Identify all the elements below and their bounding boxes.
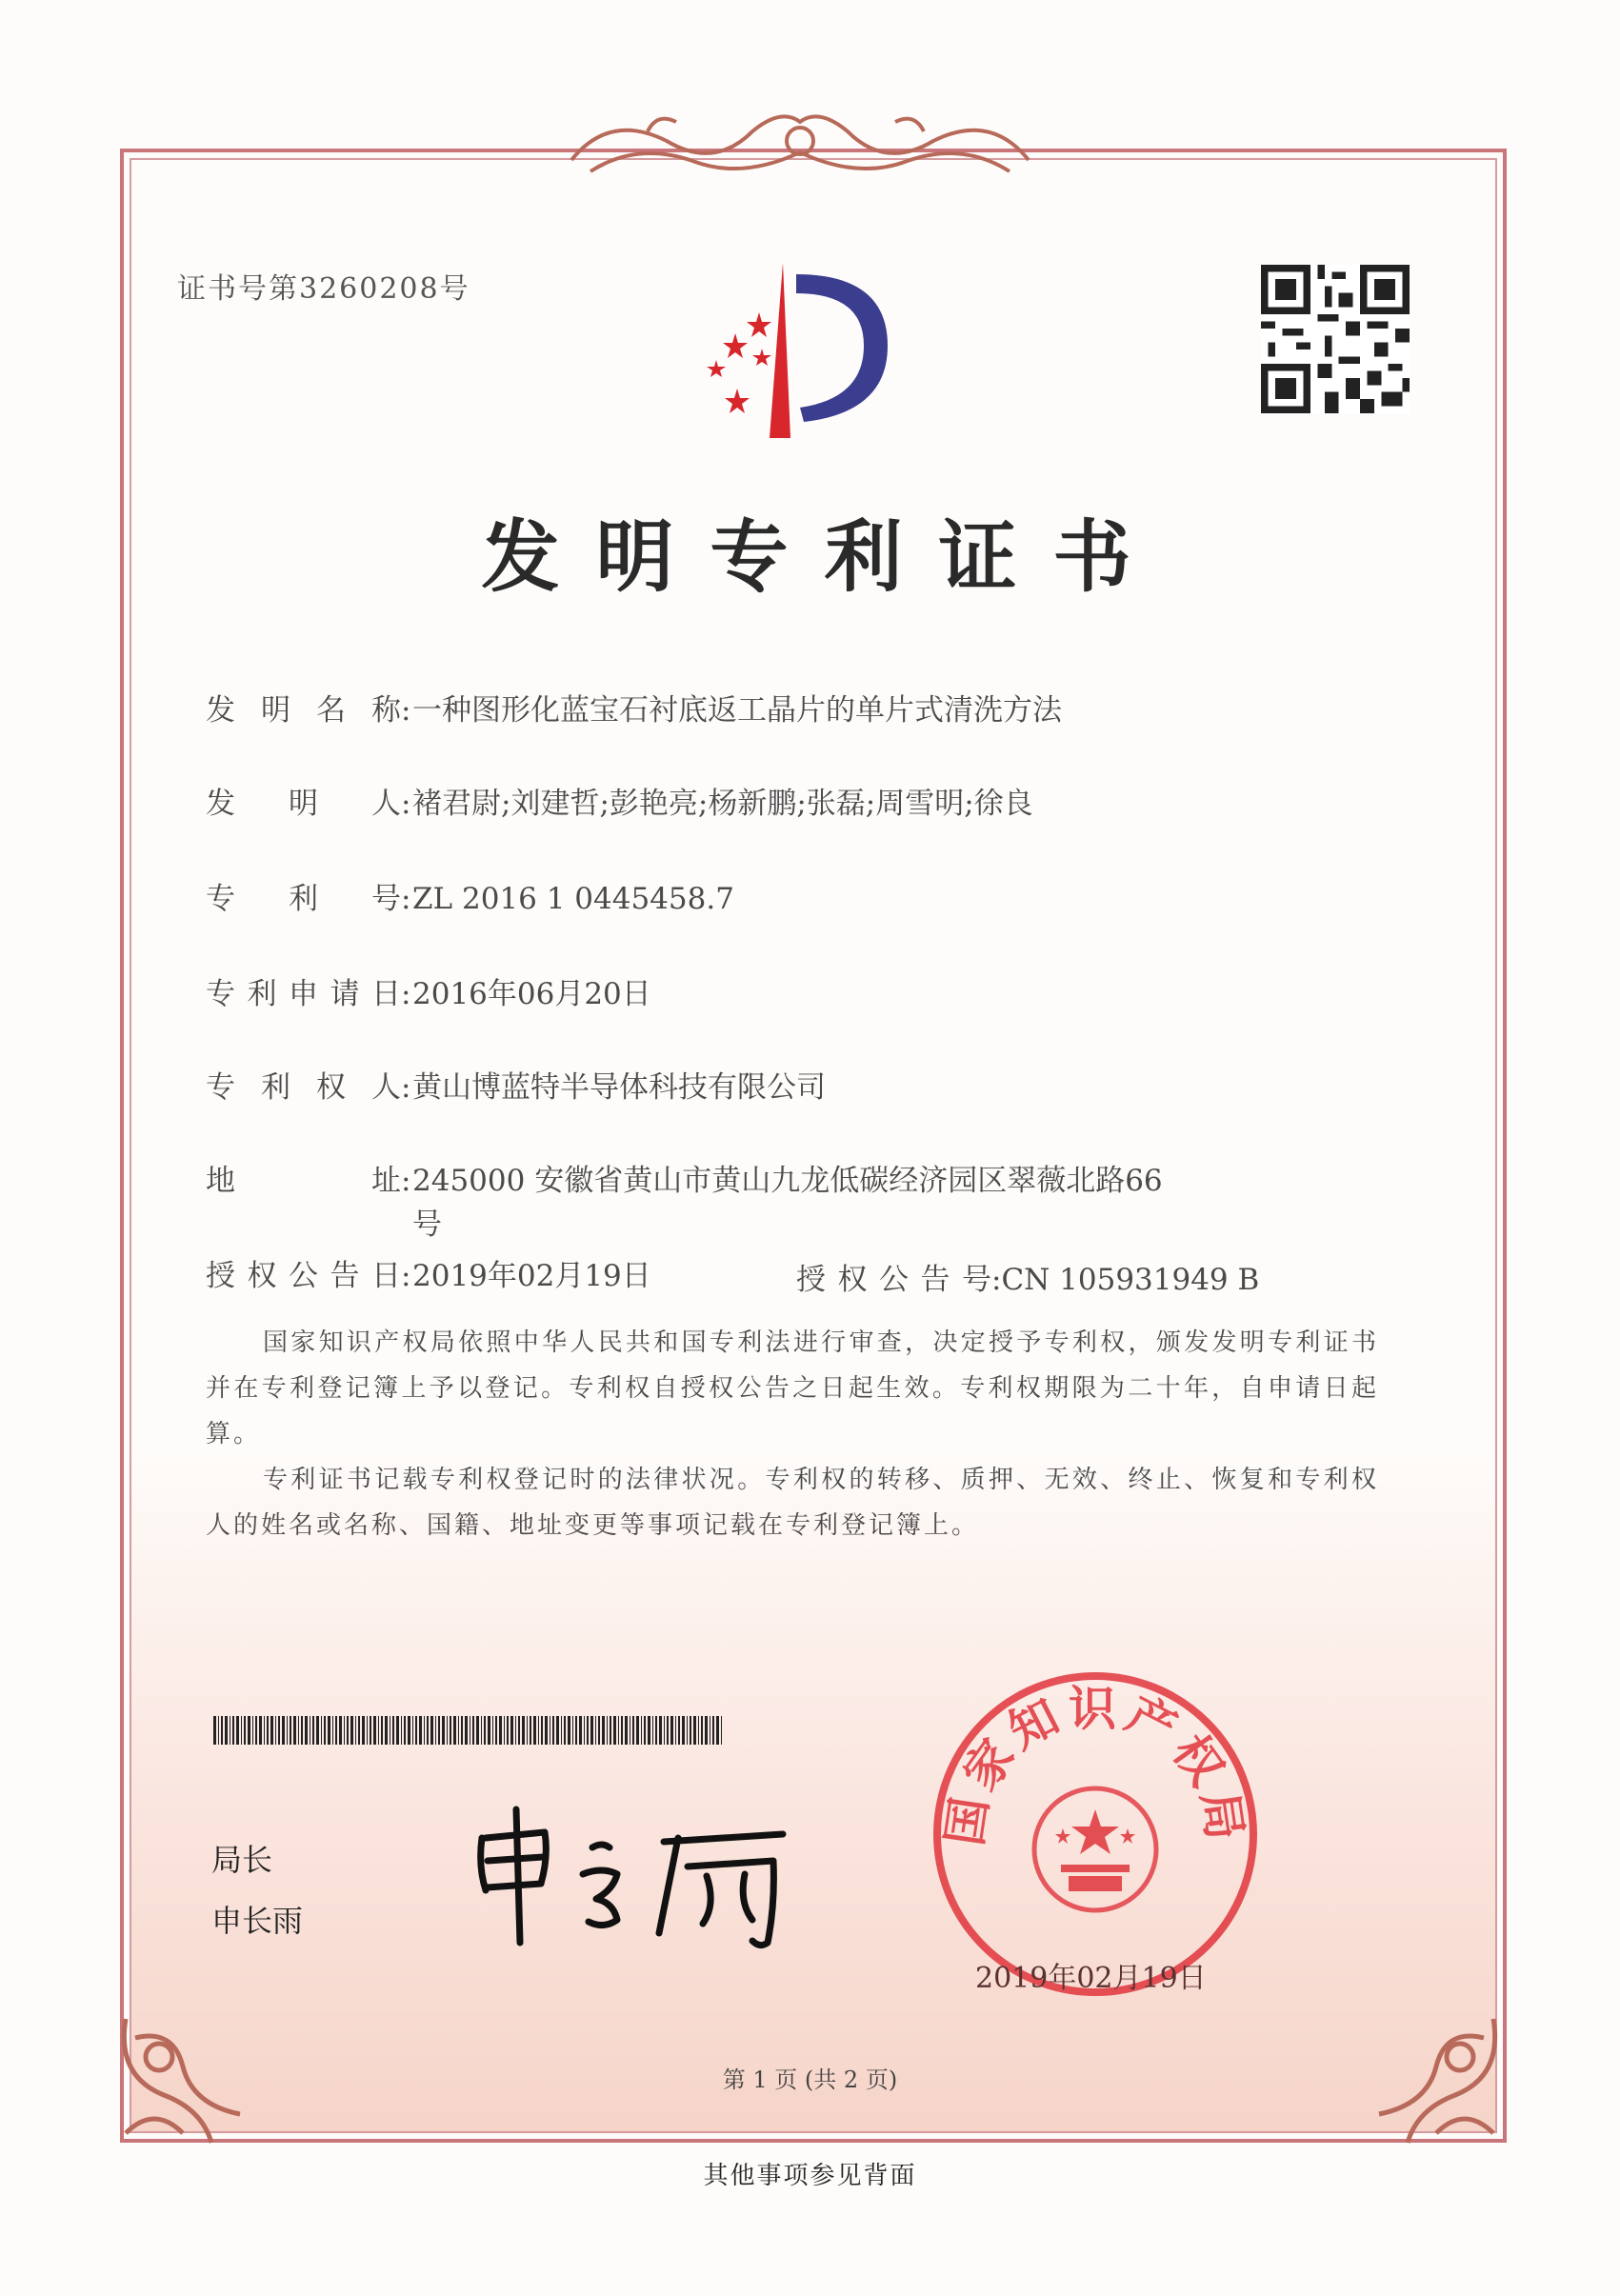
barcode-bar bbox=[716, 1716, 719, 1745]
barcode-bar bbox=[370, 1716, 371, 1745]
field-inventors: 发明人:褚君尉;刘建哲;彭艳亮;杨新鹏;张磊;周雪明;徐良 bbox=[206, 779, 1033, 822]
field-patent-number: 专利号:ZL 2016 1 0445458.7 bbox=[206, 874, 734, 917]
barcode-bar bbox=[225, 1716, 228, 1745]
barcode-bar bbox=[564, 1716, 566, 1745]
barcode-bar bbox=[350, 1716, 353, 1745]
barcode-bar bbox=[355, 1716, 356, 1745]
field-value: 2019年02月19日 bbox=[412, 1259, 651, 1293]
barcode-bar bbox=[236, 1716, 239, 1745]
barcode-bar bbox=[618, 1716, 619, 1745]
barcode-bar bbox=[515, 1716, 516, 1745]
field-label: 专利申请日 bbox=[206, 977, 401, 1011]
barcode-bar bbox=[312, 1716, 314, 1745]
barcode-bar bbox=[595, 1716, 596, 1745]
barcode-bar bbox=[412, 1716, 413, 1745]
field-label: 地址 bbox=[206, 1164, 401, 1198]
barcode-bar bbox=[293, 1716, 296, 1745]
director-name: 申长雨 bbox=[211, 1903, 304, 1939]
barcode-bar bbox=[530, 1716, 531, 1745]
barcode-bar bbox=[632, 1716, 634, 1745]
barcode-bar bbox=[213, 1716, 216, 1745]
barcode-bar bbox=[438, 1716, 440, 1745]
barcode-bar bbox=[339, 1716, 342, 1745]
barcode-bar bbox=[241, 1716, 242, 1745]
field-value: 2016年06月20日 bbox=[412, 977, 651, 1011]
barcode-bar bbox=[476, 1716, 479, 1745]
barcode-bar bbox=[335, 1716, 337, 1745]
barcode-bar bbox=[392, 1716, 394, 1745]
barcode-bar bbox=[541, 1716, 543, 1745]
director-title: 局长 bbox=[211, 1842, 273, 1878]
barcode-bar bbox=[518, 1716, 520, 1745]
barcode-bar bbox=[507, 1716, 509, 1745]
barcode-bar bbox=[664, 1716, 665, 1745]
certificate-number: 证书号第3260208号 bbox=[177, 272, 470, 306]
paragraph-2: 专利证书记载专利权登记时的法律状况。专利权的转移、质押、无效、终止、恢复和专利权人的姓名或名称、国籍、地址变更等事项记载在专利登记簿上。 bbox=[206, 1466, 1379, 1540]
barcode-bar bbox=[316, 1716, 319, 1745]
barcode-bar bbox=[670, 1716, 673, 1745]
barcode-bar bbox=[613, 1716, 616, 1745]
barcode-bar bbox=[305, 1716, 308, 1745]
barcode-bar bbox=[301, 1716, 303, 1745]
barcode-bar bbox=[701, 1716, 703, 1745]
barcode-bar bbox=[324, 1716, 326, 1745]
barcode-bar bbox=[458, 1716, 459, 1745]
field-label: 专利号 bbox=[206, 882, 401, 916]
barcode-bar bbox=[275, 1716, 276, 1745]
barcode-bar bbox=[218, 1716, 219, 1745]
barcode-bar bbox=[504, 1716, 505, 1745]
barcode-bar bbox=[644, 1716, 646, 1745]
official-seal bbox=[930, 1668, 1261, 2000]
field-value: 一种图形化蓝宝石衬底返工晶片的单片式清洗方法 bbox=[412, 693, 1062, 728]
barcode-bar bbox=[499, 1716, 502, 1745]
barcode-bar bbox=[347, 1716, 349, 1745]
barcode-bar bbox=[367, 1716, 368, 1745]
barcode-bar bbox=[667, 1716, 669, 1745]
barcode-bar bbox=[259, 1716, 262, 1745]
barcode bbox=[213, 1716, 726, 1745]
field-grant-date: 授权公告日:2019年02月19日 bbox=[206, 1251, 651, 1294]
address-continuation: 号 bbox=[412, 1208, 442, 1242]
barcode-bar bbox=[424, 1716, 425, 1745]
barcode-bar bbox=[690, 1716, 691, 1745]
barcode-bar bbox=[373, 1716, 376, 1745]
barcode-bar bbox=[510, 1716, 513, 1745]
barcode-bar bbox=[267, 1716, 269, 1745]
barcode-bar bbox=[442, 1716, 445, 1745]
field-value: ZL 2016 1 0445458.7 bbox=[412, 882, 734, 916]
barcode-bar bbox=[659, 1716, 662, 1745]
barcode-bar bbox=[278, 1716, 280, 1745]
barcode-bar bbox=[561, 1716, 562, 1745]
barcode-bar bbox=[232, 1716, 234, 1745]
barcode-bar bbox=[721, 1716, 722, 1745]
barcode-bar bbox=[415, 1716, 417, 1745]
barcode-bar bbox=[321, 1716, 322, 1745]
barcode-bar bbox=[590, 1716, 593, 1745]
field-label: 授权公告号 bbox=[796, 1263, 991, 1297]
certificate-frame bbox=[120, 149, 1507, 2143]
barcode-bar bbox=[712, 1716, 714, 1745]
barcode-bar bbox=[607, 1716, 608, 1745]
field-publication-number: 授权公告号:CN 105931949 B bbox=[796, 1255, 1259, 1298]
barcode-bar bbox=[282, 1716, 285, 1745]
barcode-bar bbox=[461, 1716, 463, 1745]
field-label: 授权公告日 bbox=[206, 1259, 401, 1293]
qr-code bbox=[1261, 265, 1410, 413]
barcode-bar bbox=[435, 1716, 436, 1745]
barcode-bar bbox=[427, 1716, 429, 1745]
barcode-bar bbox=[579, 1716, 582, 1745]
barcode-bar bbox=[693, 1716, 696, 1745]
director-signature bbox=[469, 1800, 811, 1971]
field-value: 黄山博蓝特半导体科技有限公司 bbox=[412, 1070, 826, 1105]
barcode-bar bbox=[488, 1716, 490, 1745]
barcode-bar bbox=[568, 1716, 570, 1745]
barcode-bar bbox=[575, 1716, 577, 1745]
footer-note: 其他事项参见背面 bbox=[703, 2162, 917, 2190]
barcode-bar bbox=[584, 1716, 585, 1745]
paragraph-1: 国家知识产权局依照中华人民共和国专利法进行审查，决定授予专利权，颁发发明专利证书并在专利登记簿上予以登记。专利权自授权公告之日起生效。专利权期限为二十年，自申请日起算。 bbox=[206, 1328, 1379, 1448]
barcode-bar bbox=[545, 1716, 548, 1745]
barcode-bar bbox=[396, 1716, 399, 1745]
ornament-top bbox=[552, 103, 1048, 189]
barcode-bar bbox=[682, 1716, 685, 1745]
barcode-bar bbox=[450, 1716, 451, 1745]
barcode-bar bbox=[453, 1716, 456, 1745]
barcode-bar bbox=[465, 1716, 468, 1745]
barcode-bar bbox=[675, 1716, 676, 1745]
field-value: 245000 安徽省黄山市黄山九龙低碳经济园区翠薇北路66 bbox=[412, 1164, 1163, 1198]
barcode-bar bbox=[404, 1716, 406, 1745]
barcode-bar bbox=[362, 1716, 365, 1745]
page-title: 发明专利证书 bbox=[481, 511, 1168, 603]
barcode-bar bbox=[527, 1716, 528, 1745]
barcode-bar bbox=[648, 1716, 650, 1745]
barcode-bar bbox=[492, 1716, 493, 1745]
barcode-bar bbox=[221, 1716, 223, 1745]
barcode-bar bbox=[298, 1716, 299, 1745]
barcode-bar bbox=[290, 1716, 291, 1745]
patent-office-logo bbox=[678, 255, 916, 446]
barcode-bar bbox=[447, 1716, 448, 1745]
field-value: CN 105931949 B bbox=[1001, 1263, 1260, 1297]
barcode-bar bbox=[652, 1716, 653, 1745]
barcode-bar bbox=[378, 1716, 379, 1745]
barcode-bar bbox=[430, 1716, 433, 1745]
barcode-bar bbox=[610, 1716, 611, 1745]
barcode-bar bbox=[552, 1716, 554, 1745]
barcode-bar bbox=[641, 1716, 642, 1745]
barcode-bar bbox=[481, 1716, 482, 1745]
barcode-bar bbox=[598, 1716, 600, 1745]
barcode-bar bbox=[572, 1716, 573, 1745]
field-label: 专利权人 bbox=[206, 1070, 401, 1105]
barcode-bar bbox=[255, 1716, 257, 1745]
barcode-bar bbox=[244, 1716, 246, 1745]
field-label: 发明人 bbox=[206, 787, 401, 821]
seal-date: 2019年02月19日 bbox=[975, 1962, 1207, 1995]
barcode-bar bbox=[408, 1716, 410, 1745]
barcode-bar bbox=[264, 1716, 265, 1745]
barcode-bar bbox=[495, 1716, 497, 1745]
barcode-bar bbox=[587, 1716, 589, 1745]
page-number: 第 1 页 (共 2 页) bbox=[722, 2066, 898, 2093]
barcode-bar bbox=[328, 1716, 330, 1745]
barcode-bar bbox=[602, 1716, 605, 1745]
barcode-bar bbox=[625, 1716, 628, 1745]
barcode-bar bbox=[252, 1716, 253, 1745]
barcode-bar bbox=[678, 1716, 680, 1745]
barcode-bar bbox=[538, 1716, 539, 1745]
barcode-bar bbox=[698, 1716, 699, 1745]
field-label: 发明名称 bbox=[206, 693, 401, 728]
seal-text: 国家知识产权局 bbox=[936, 1681, 1254, 1849]
barcode-bar bbox=[621, 1716, 623, 1745]
barcode-bar bbox=[358, 1716, 360, 1745]
barcode-bar bbox=[472, 1716, 474, 1745]
field-invention-name: 发明名称:一种图形化蓝宝石衬底返工晶片的单片式清洗方法 bbox=[206, 686, 1062, 729]
barcode-bar bbox=[401, 1716, 402, 1745]
barcode-bar bbox=[484, 1716, 486, 1745]
field-application-date: 专利申请日:2016年06月20日 bbox=[206, 969, 651, 1012]
barcode-bar bbox=[270, 1716, 273, 1745]
field-address: 地址:245000 安徽省黄山市黄山九龙低碳经济园区翠薇北路66 bbox=[206, 1156, 1163, 1199]
barcode-bar bbox=[655, 1716, 657, 1745]
barcode-bar bbox=[344, 1716, 345, 1745]
field-value: 褚君尉;刘建哲;彭艳亮;杨新鹏;张磊;周雪明;徐良 bbox=[412, 787, 1033, 821]
barcode-bar bbox=[419, 1716, 422, 1745]
barcode-bar bbox=[248, 1716, 250, 1745]
barcode-bar bbox=[687, 1716, 688, 1745]
field-patentee: 专利权人:黄山博蓝特半导体科技有限公司 bbox=[206, 1063, 826, 1106]
barcode-bar bbox=[522, 1716, 525, 1745]
barcode-bar bbox=[287, 1716, 288, 1745]
barcode-bar bbox=[385, 1716, 388, 1745]
barcode-bar bbox=[332, 1716, 333, 1745]
barcode-bar bbox=[636, 1716, 639, 1745]
barcode-bar bbox=[381, 1716, 383, 1745]
barcode-bar bbox=[533, 1716, 536, 1745]
barcode-bar bbox=[556, 1716, 559, 1745]
barcode-bar bbox=[705, 1716, 708, 1745]
